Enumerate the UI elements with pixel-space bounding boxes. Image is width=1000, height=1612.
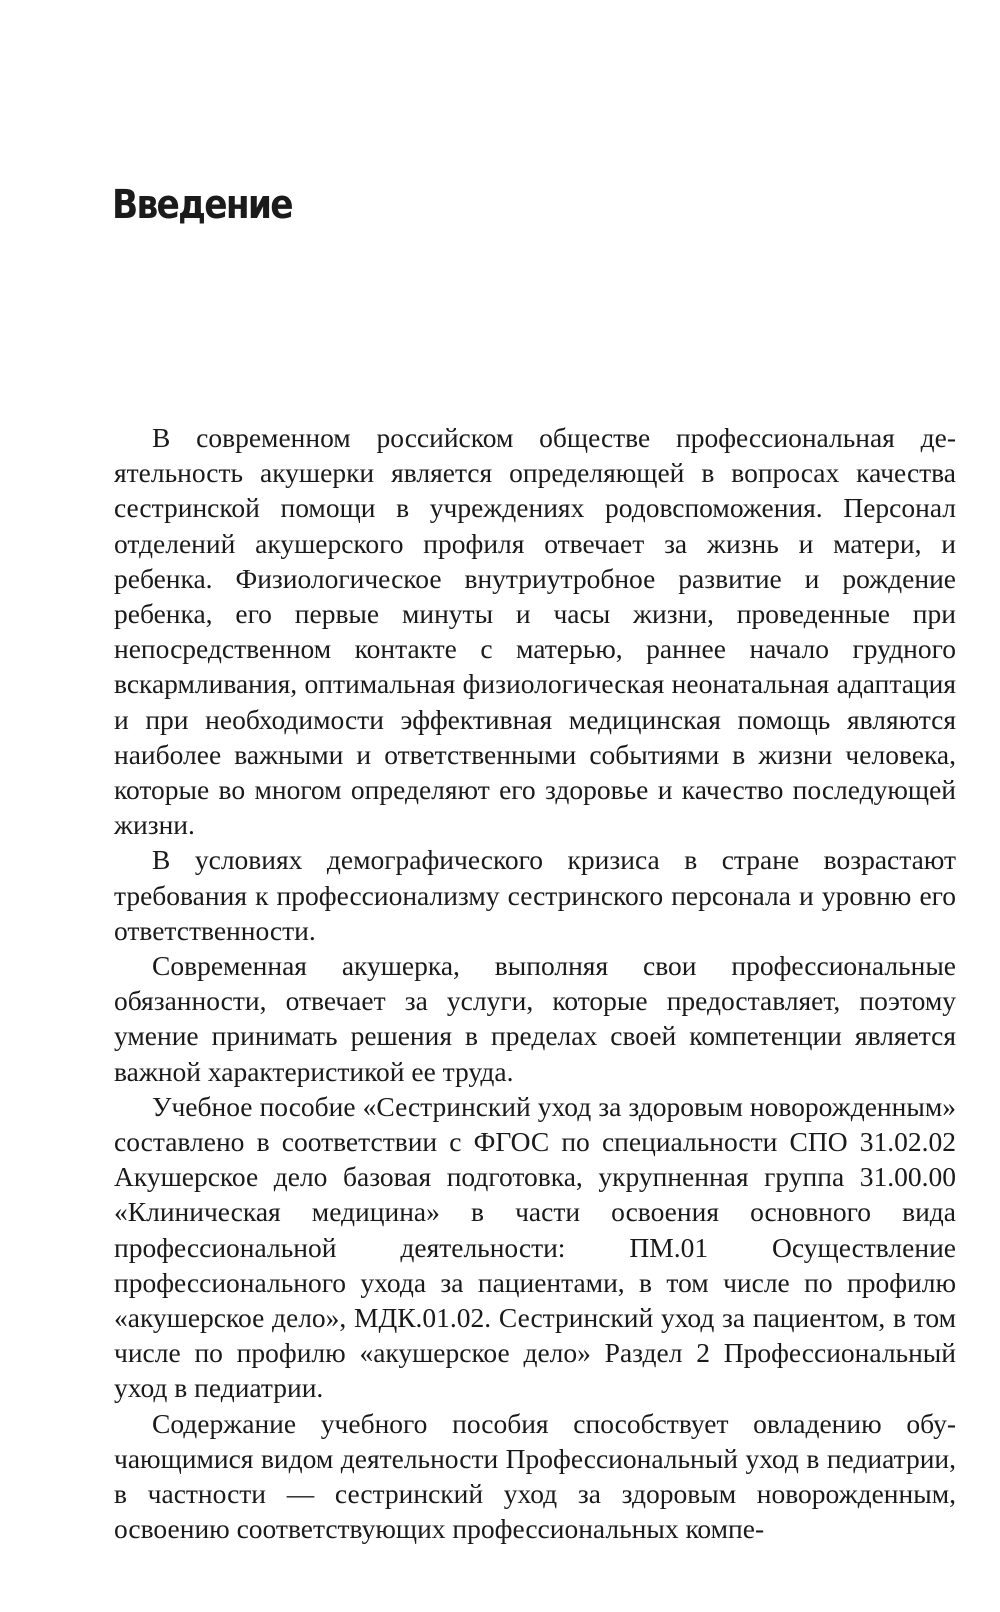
paragraph-2: В условиях демографического кризиса в стране возрастают требования к профессионализму сестринского персонала и уровню его ответственности. xyxy=(114,844,956,946)
body-text xyxy=(114,420,956,1547)
paragraph-4: Учебное пособие «Сестринский уход за здоровым новорожденным» составлено в соответствии с ФГОС по специальности СПО 31.02.02 Акушерское дело базовая подготовка, укрупненная группа 31.00.00 «Клиническая медицина» в части освоения основного вида профессиональной деятельности: ПМ.01 Осуществление профессионального ухода за пациентами, в том числе по профилю «акушерское дело», МДК.01.02. Сестринский уход за пациентом, в том числе по профилю «акушерское дело» Раздел 2 Профессиональный уход в педиатрии. xyxy=(114,1090,956,1404)
chapter-heading: Введение xyxy=(112,182,292,228)
paragraph-5: Содержание учебного пособия способствует овладению обучающимися видом деятельности Профессиональный уход в педиатрии, в частности — сестринский уход за здоровым новорожденным, освоению соответствующих профессиональных компе- xyxy=(114,1407,956,1545)
paragraph-3: Современная акушерка, выполняя свои профессиональные обязанности, отвечает за услуги, которые предоставляет, поэтому умение принимать решения в пределах своей компетенции является важной характеристикой ее труда. xyxy=(114,950,956,1087)
paragraph-1: В современном российском обществе профессиональная деятельность акушерки является определяющей в вопросах качества сестринской помощи в учреждениях родовспоможения. Персонал отделений акушерского профиля отвечает за жизнь и матери, и ребенка. Физиологическое внутриутробное развитие и рождение ребенка, его первые минуты и часы жизни, проведенные при непосредственном контакте с матерью, раннее начало грудного вскармливания, оптимальная физиологическая неонатальная адаптация и при необходимости эффективная медицинская помощь являются наиболее важными и ответственными событиями в жизни человека, которые во многом определяют его здоровье и качество последующей жизни. xyxy=(114,422,956,841)
